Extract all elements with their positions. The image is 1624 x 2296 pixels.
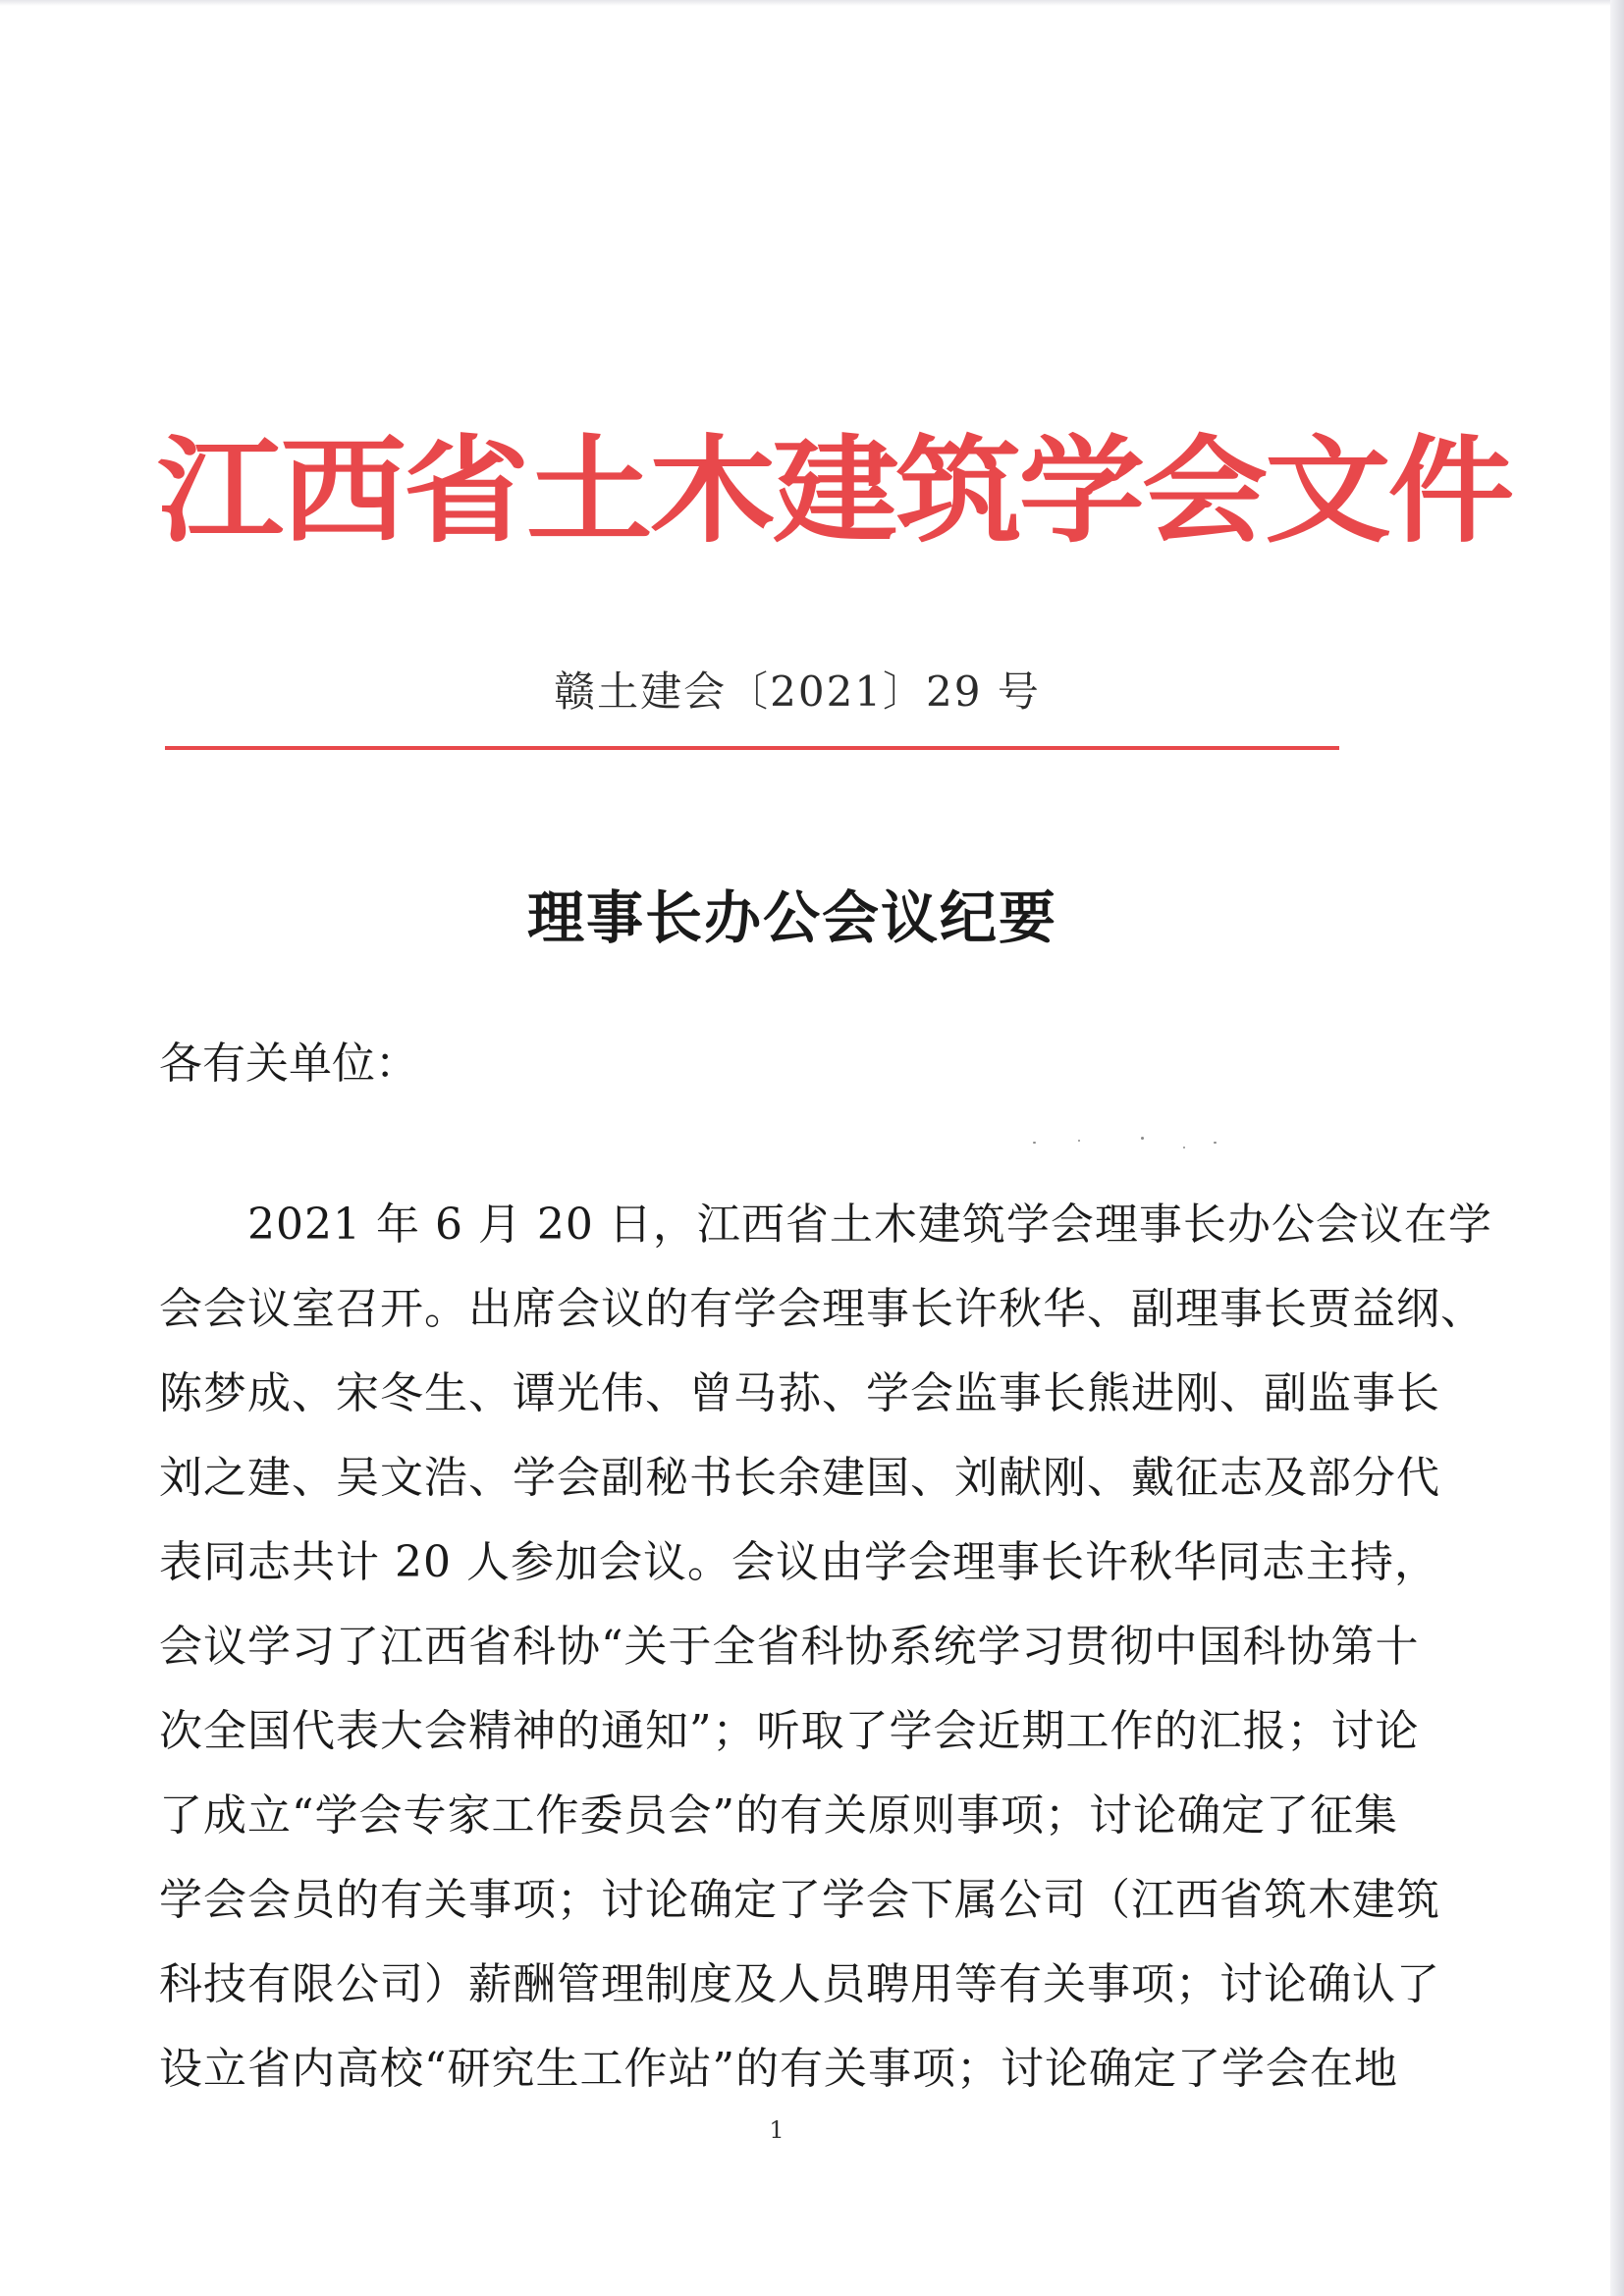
masthead-title: 江西省土木建筑学会文件 — [157, 422, 1511, 559]
document-title: 理事长办公会议纪要 — [526, 884, 1057, 951]
scan-edge-top — [0, 0, 1624, 6]
body-line: 会会议室召开。出席会议的有学会理事长许秋华、副理事长贾益纲、 — [159, 1284, 1485, 1334]
body-line: 次全国代表大会精神的通知”；听取了学会近期工作的汇报；讨论 — [159, 1706, 1420, 1756]
scan-speck — [1214, 1142, 1217, 1144]
body-line: 刘之建、吴文浩、学会副秘书长余建国、刘献刚、戴征志及部分代 — [159, 1453, 1440, 1503]
body-line: 学会会员的有关事项；讨论确定了学会下属公司（江西省筑木建筑 — [159, 1875, 1440, 1925]
scan-edge-right — [1610, 0, 1624, 2296]
page-number: 1 — [769, 2116, 785, 2144]
body-line: 2021 年 6 月 20 日，江西省土木建筑学会理事长办公会议在学 — [247, 1200, 1492, 1250]
body-line: 会议学习了江西省科协“关于全省科协系统学习贯彻中国科协第十 — [159, 1622, 1420, 1672]
salutation: 各有关单位： — [159, 1039, 418, 1089]
scan-speck — [1033, 1142, 1036, 1144]
body-line: 表同志共计 20 人参加会议。会议由学会理事长许秋华同志主持， — [159, 1537, 1438, 1587]
body-line: 科技有限公司）薪酬管理制度及人员聘用等有关事项；讨论确认了 — [159, 1959, 1440, 2009]
body-line: 陈梦成、宋冬生、谭光伟、曾马荪、学会监事长熊进刚、副监事长 — [159, 1368, 1440, 1418]
red-divider-line — [165, 746, 1339, 750]
document-number: 赣土建会〔2021〕29 号 — [554, 667, 1041, 716]
body-line: 了成立“学会专家工作委员会”的有关原则事项；讨论确定了征集 — [159, 1790, 1398, 1841]
scan-speck — [1183, 1147, 1185, 1148]
scan-speck — [1141, 1137, 1144, 1140]
scan-speck — [1078, 1140, 1080, 1142]
body-line: 设立省内高校“研究生工作站”的有关事项；讨论确定了学会在地 — [159, 2044, 1398, 2094]
